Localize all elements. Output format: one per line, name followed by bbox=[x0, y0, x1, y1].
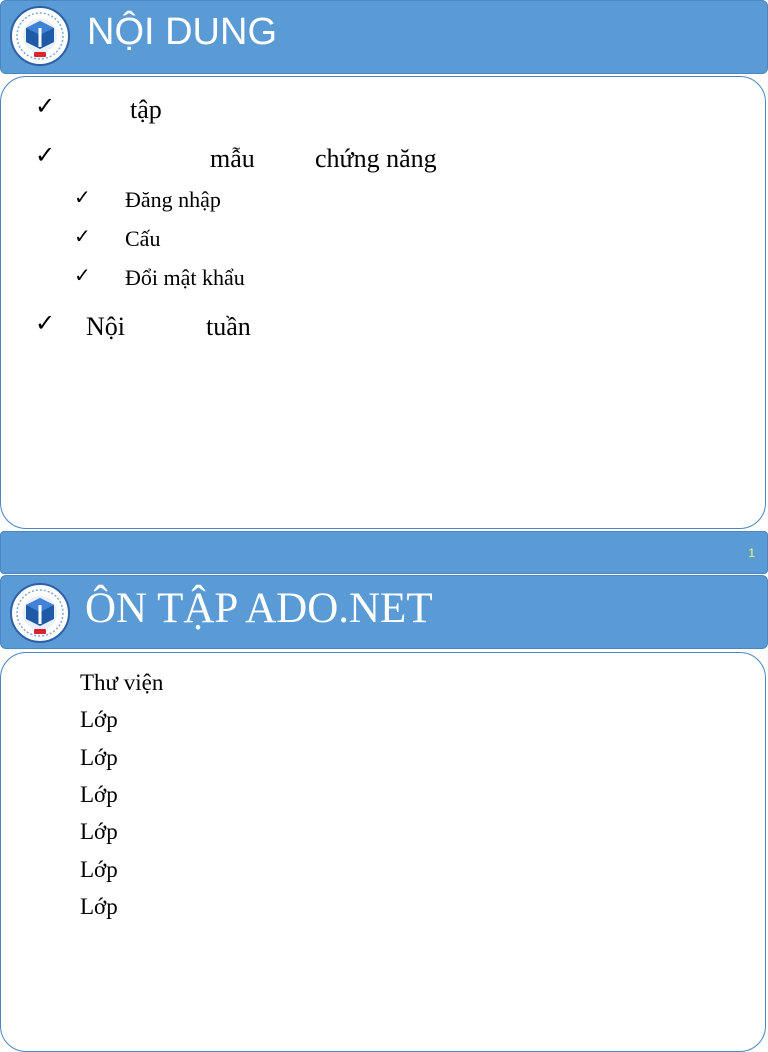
page-title: NỘI DUNG bbox=[87, 11, 277, 53]
check-mark-icon: ✓ bbox=[74, 265, 91, 287]
bullet-text: Cấu bbox=[125, 226, 161, 251]
bullet-item bbox=[35, 311, 251, 462]
slide-2-header bbox=[0, 575, 768, 649]
list-item: Lớp bbox=[80, 782, 118, 807]
list-item: Lớp bbox=[80, 745, 118, 770]
slide-1-header bbox=[0, 0, 768, 74]
check-mark-icon: ✓ bbox=[35, 143, 56, 169]
list-item: Lớp bbox=[80, 894, 118, 919]
bullet-text: mẫu bbox=[210, 144, 255, 173]
check-mark-icon: ✓ bbox=[35, 311, 56, 337]
page-title: ÔN TẬP ADO.NET bbox=[85, 585, 433, 632]
bullet-text: chứng năng bbox=[315, 144, 437, 173]
list-item: Lớp bbox=[80, 707, 118, 732]
bullet-text: tuần bbox=[206, 312, 251, 341]
list-item: Lớp bbox=[80, 857, 118, 882]
bullet-text: tập bbox=[130, 95, 162, 124]
list-item: Thư viện bbox=[80, 670, 164, 695]
slide-2 bbox=[0, 574, 768, 1024]
slide-1-footer bbox=[0, 531, 768, 574]
bullet-text: Đổi mật khẩu bbox=[125, 265, 245, 290]
check-mark-icon: ✓ bbox=[74, 187, 91, 209]
check-mark-icon: ✓ bbox=[35, 94, 56, 120]
bullet-text: Đăng nhập bbox=[125, 187, 221, 212]
university-logo-icon bbox=[10, 583, 70, 643]
page-number: 1 bbox=[748, 546, 755, 560]
list-item: Lớp bbox=[80, 819, 118, 844]
check-mark-icon: ✓ bbox=[74, 226, 91, 248]
university-logo-icon bbox=[10, 6, 70, 66]
bullet-text: Nội bbox=[86, 312, 125, 341]
